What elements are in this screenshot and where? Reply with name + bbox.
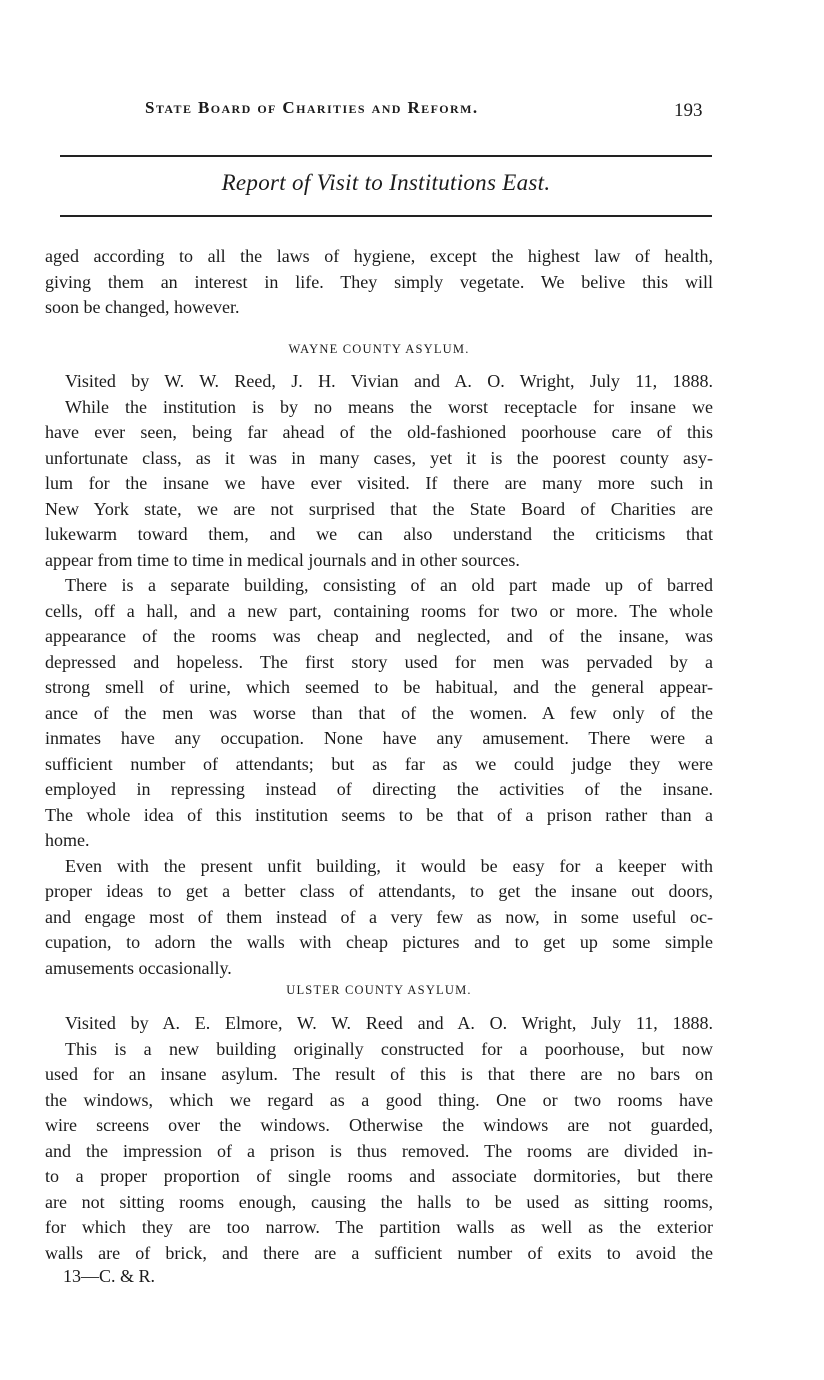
- header-rule-top: [60, 155, 712, 157]
- text-line: the windows, which we regard as a good thing. One or two rooms have: [45, 1089, 713, 1110]
- text-line: have ever seen, being far ahead of the old-fashioned poorhouse care of this: [45, 422, 713, 442]
- wayne-heading: WAYNE COUNTY ASYLUM.: [288, 342, 470, 356]
- wayne-visited-line: Visited by W. W. Reed, J. H. Vivian and A. O. Wright, July 11, 1888.: [65, 371, 713, 391]
- text-line: home.: [45, 830, 90, 850]
- text-line: New York state, we are not surprised that the State Board of Charities are: [45, 498, 713, 519]
- text-line: appear from time to time in medical journals and in other sources.: [45, 549, 520, 570]
- text-line: While the institution is by no means the worst receptacle for insane we: [65, 396, 713, 417]
- text-line: used for an insane asylum. The result of this is that there are no bars on: [45, 1064, 713, 1084]
- text-line: lum for the insane we have ever visited. If there are many more such in: [45, 473, 713, 493]
- text-line: soon be changed, however.: [45, 297, 240, 317]
- text-line: ance of the men was worse than that of the women. A few only of the: [45, 702, 713, 723]
- text-line: to a proper proportion of single rooms and associate dormitories, but there: [45, 1166, 713, 1186]
- running-head: State Board of Charities and Reform.: [145, 98, 479, 117]
- text-line: wire screens over the windows. Otherwise the windows are not guarded,: [45, 1115, 713, 1135]
- text-line: proper ideas to get a better class of attendants, to get the insane out doors,: [45, 881, 713, 901]
- ulster-heading: ULSTER COUNTY ASYLUM.: [286, 983, 472, 997]
- text-line: giving them an interest in life. They simply vegetate. We belive this will: [45, 271, 713, 292]
- text-line: lukewarm toward them, and we can also understand the criticisms that: [45, 524, 713, 544]
- wayne-section: [45, 369, 713, 981]
- text-line: sufficient number of attendants; but as far as we could judge they were: [45, 753, 713, 774]
- text-line: There is a separate building, consisting of an old part made up of barred: [65, 575, 713, 595]
- ulster-section: [45, 1011, 713, 1266]
- text-line: cells, off a hall, and a new part, containing rooms for two or more. The whole: [45, 600, 713, 621]
- text-line: and the impression of a prison is thus removed. The rooms are divided in-: [45, 1140, 713, 1161]
- text-line: for which they are too narrow. The partition walls as well as the exterior: [45, 1217, 713, 1237]
- text-line: depressed and hopeless. The first story used for men was pervaded by a: [45, 651, 713, 672]
- text-line: are not sitting rooms enough, causing the halls to be used as sitting rooms,: [45, 1191, 713, 1212]
- text-line: This is a new building originally constructed for a poorhouse, but now: [65, 1038, 713, 1059]
- text-line: aged according to all the laws of hygiene, except the highest law of health,: [45, 246, 713, 266]
- text-line: employed in repressing instead of directing the activities of the insane.: [45, 779, 713, 799]
- page-number: 193: [674, 100, 703, 121]
- ulster-visited-line: Visited by A. E. Elmore, W. W. Reed and A. O. Wright, July 11, 1888.: [65, 1013, 713, 1033]
- text-line: appearance of the rooms was cheap and neglected, and of the insane, was: [45, 626, 713, 646]
- text-line: amusements occasionally.: [45, 957, 232, 978]
- header-rule-bottom: [60, 215, 712, 217]
- text-line: The whole idea of this institution seems to be that of a prison rather than a: [45, 804, 713, 825]
- text-line: walls are of brick, and there are a sufficient number of exits to avoid the: [45, 1242, 713, 1263]
- text-line: cupation, to adorn the walls with cheap pictures and to get up some simple: [45, 932, 713, 952]
- text-line: unfortunate class, as it was in many cases, yet it is the poorest county asy-: [45, 447, 713, 468]
- section-subtitle: Report of Visit to Institutions East.: [221, 170, 551, 195]
- text-line: inmates have any occupation. None have any amusement. There were a: [45, 728, 713, 748]
- text-line: Even with the present unfit building, it would be easy for a keeper with: [65, 855, 713, 876]
- intro-paragraph: [45, 244, 713, 321]
- text-line: strong smell of urine, which seemed to be habitual, and the general appear-: [45, 677, 713, 697]
- text-line: and engage most of them instead of a very few as now, in some useful oc-: [45, 906, 713, 927]
- signature-mark: 13—C. & R.: [63, 1266, 156, 1286]
